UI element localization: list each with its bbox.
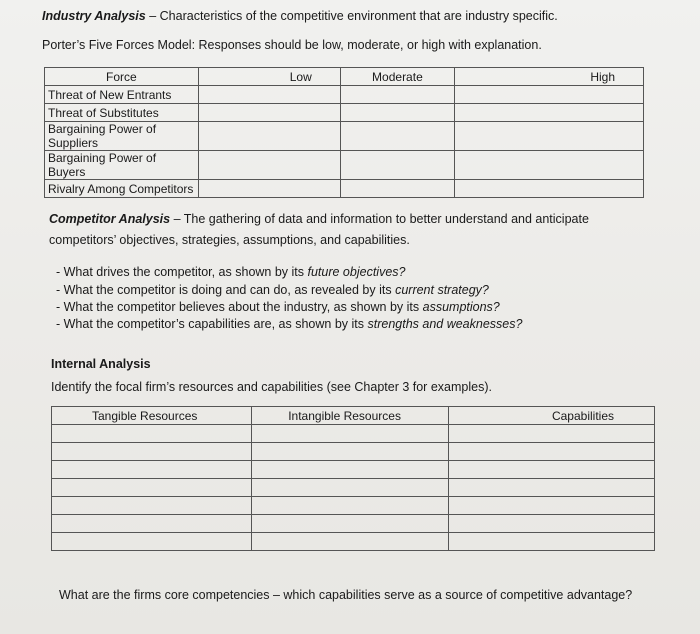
table-row	[52, 515, 655, 533]
tangible-cell[interactable]	[52, 443, 252, 461]
capabilities-cell[interactable]	[449, 533, 655, 551]
question-text: - What the competitor believes about the industry, as shown by its	[56, 300, 423, 314]
high-cell[interactable]	[455, 151, 644, 180]
tangible-cell[interactable]	[52, 425, 252, 443]
intangible-cell[interactable]	[252, 479, 449, 497]
question-text: - What the competitor is doing and can do, as revealed by its	[56, 283, 396, 297]
porter-instruction: Porter’s Five Forces Model: Responses should be low, moderate, or high with explanation.	[42, 38, 542, 52]
column-header-tangible: Tangible Resources	[52, 407, 252, 425]
capabilities-cell[interactable]	[449, 479, 655, 497]
low-cell[interactable]	[198, 180, 340, 198]
competitor-analysis-definition-cont: competitors’ objectives, strategies, assumptions, and capabilities.	[49, 233, 410, 247]
intangible-cell[interactable]	[252, 533, 449, 551]
question-emphasis: assumptions?	[422, 300, 500, 314]
competitor-question	[56, 283, 489, 297]
capabilities-cell[interactable]	[449, 461, 655, 479]
low-cell[interactable]	[198, 151, 340, 180]
tangible-cell[interactable]	[52, 479, 252, 497]
moderate-cell[interactable]	[340, 122, 454, 151]
core-competencies-question: What are the firms core competencies – which capabilities serve as a source of competitive advantage?	[59, 588, 633, 602]
table-row	[52, 497, 655, 515]
intangible-cell[interactable]	[252, 461, 449, 479]
column-header-low: Low	[198, 68, 340, 86]
five-forces-header-row	[45, 68, 644, 86]
capabilities-cell[interactable]	[449, 515, 655, 533]
column-header-intangible: Intangible Resources	[252, 407, 449, 425]
question-text: - What the competitor’s capabilities are, as shown by its	[56, 317, 368, 331]
column-header-capabilities: Capabilities	[449, 407, 655, 425]
table-row	[45, 122, 644, 151]
table-row	[52, 443, 655, 461]
resources-table	[51, 406, 655, 551]
tangible-cell[interactable]	[52, 497, 252, 515]
low-cell[interactable]	[198, 122, 340, 151]
table-row	[52, 461, 655, 479]
internal-analysis-instruction: Identify the focal firm’s resources and capabilities (see Chapter 3 for examples).	[51, 380, 492, 394]
competitor-question	[56, 300, 500, 314]
table-row	[45, 151, 644, 180]
moderate-cell[interactable]	[340, 180, 454, 198]
column-header-high: High	[455, 68, 644, 86]
five-forces-table	[44, 67, 644, 198]
table-row	[52, 533, 655, 551]
force-label: Bargaining Power of Suppliers	[45, 122, 199, 151]
tangible-cell[interactable]	[52, 515, 252, 533]
force-label: Rivalry Among Competitors	[45, 180, 199, 198]
capabilities-cell[interactable]	[449, 497, 655, 515]
high-cell[interactable]	[455, 180, 644, 198]
question-emphasis: strengths and weaknesses?	[367, 317, 523, 331]
high-cell[interactable]	[455, 104, 644, 122]
force-label: Threat of Substitutes	[45, 104, 199, 122]
question-emphasis: current strategy?	[395, 283, 489, 297]
column-header-moderate: Moderate	[340, 68, 454, 86]
table-row	[45, 104, 644, 122]
intangible-cell[interactable]	[252, 425, 449, 443]
question-emphasis: future objectives?	[307, 265, 406, 279]
table-row	[45, 180, 644, 198]
capabilities-cell[interactable]	[449, 443, 655, 461]
high-cell[interactable]	[455, 86, 644, 104]
moderate-cell[interactable]	[340, 104, 454, 122]
competitor-analysis-heading: Competitor Analysis	[49, 212, 171, 226]
moderate-cell[interactable]	[340, 151, 454, 180]
column-header-force: Force	[45, 68, 199, 86]
low-cell[interactable]	[198, 86, 340, 104]
force-label: Threat of New Entrants	[45, 86, 199, 104]
competitor-analysis-line	[49, 212, 589, 226]
tangible-cell[interactable]	[52, 461, 252, 479]
table-row	[45, 86, 644, 104]
industry-analysis-definition: – Characteristics of the competitive environment that are industry specific.	[145, 9, 558, 23]
capabilities-cell[interactable]	[449, 425, 655, 443]
intangible-cell[interactable]	[252, 443, 449, 461]
moderate-cell[interactable]	[340, 86, 454, 104]
industry-analysis-line	[42, 9, 558, 23]
question-text: - What drives the competitor, as shown by its	[56, 265, 308, 279]
force-label: Bargaining Power of Buyers	[45, 151, 199, 180]
low-cell[interactable]	[198, 104, 340, 122]
competitor-analysis-definition: – The gathering of data and information to better understand and anticipate	[170, 212, 589, 226]
intangible-cell[interactable]	[252, 497, 449, 515]
competitor-question	[56, 317, 522, 331]
tangible-cell[interactable]	[52, 533, 252, 551]
high-cell[interactable]	[455, 122, 644, 151]
table-row	[52, 425, 655, 443]
industry-analysis-heading: Industry Analysis	[42, 9, 146, 23]
resources-header-row	[52, 407, 655, 425]
table-row	[52, 479, 655, 497]
intangible-cell[interactable]	[252, 515, 449, 533]
internal-analysis-heading: Internal Analysis	[51, 357, 151, 371]
competitor-question	[56, 265, 405, 279]
